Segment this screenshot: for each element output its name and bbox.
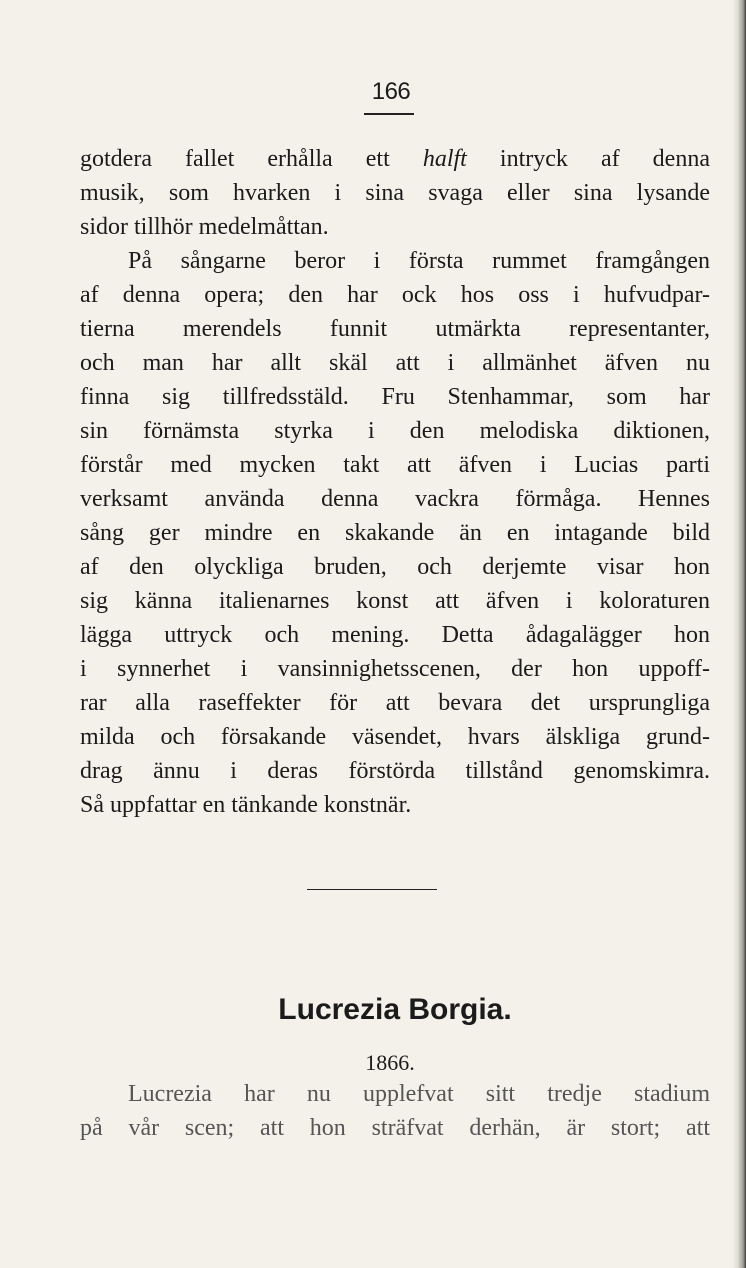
text-line: Så uppfattar en tänkande konstnär. <box>80 792 412 818</box>
text-line: sidor tillhör medelmåttan. <box>80 214 329 240</box>
text-line: drag ännu i deras förstörda tillstånd genomskimra. <box>80 758 710 784</box>
body-text <box>80 142 710 822</box>
text-line: milda och försakande väsendet, hvars älskliga grund- <box>80 724 710 750</box>
section-body-text <box>80 1077 710 1145</box>
text-line: af den olyckliga bruden, och derjemte visar hon <box>80 554 710 580</box>
text-line: sig känna italienarnes konst att äfven i koloraturen <box>80 588 710 614</box>
text-line: af denna opera; den har ock hos oss i hufvudpar- <box>80 282 710 308</box>
text-line: förstår med mycken takt att äfven i Lucias parti <box>80 452 710 478</box>
page-edge-shadow <box>732 0 746 1268</box>
text-line: sin förnämsta styrka i den melodiska diktionen, <box>80 418 710 444</box>
text-line: i synnerhet i vansinnighetsscenen, der hon uppoff- <box>80 656 710 682</box>
text-line: tierna merendels funnit utmärkta representanter, <box>80 316 710 342</box>
text-line: Lucrezia har nu upplefvat sitt tredje stadium <box>128 1081 710 1107</box>
text-line: och man har allt skäl att i allmänhet äfven nu <box>80 350 710 376</box>
text-line: verksamt använda denna vackra förmåga. Hennes <box>80 486 710 512</box>
section-year: 1866. <box>365 1050 415 1075</box>
text-line: sång ger mindre en skakande än en intagande bild <box>80 520 710 546</box>
section-divider <box>307 889 437 890</box>
text-line: gotdera fallet erhålla ett halft intryck af denna <box>80 146 710 172</box>
text-line: finna sig tillfredsstäld. Fru Stenhammar, som har <box>80 384 710 410</box>
page-number-underline <box>364 113 414 115</box>
section-title: Lucrezia Borgia. <box>278 993 512 1026</box>
page-number: 166 <box>371 78 411 105</box>
text-line: lägga uttryck och mening. Detta ådagalägger hon <box>80 622 710 648</box>
text-line: musik, som hvarken i sina svaga eller sina lysande <box>80 180 710 206</box>
text-line: På sångarne beror i första rummet framgången <box>128 248 710 274</box>
text-line: rar alla raseffekter för att bevara det ursprungliga <box>80 690 710 716</box>
emphasized-word: halft <box>422 146 467 172</box>
text-line: på vår scen; att hon sträfvat derhän, är stort; att <box>80 1115 710 1141</box>
